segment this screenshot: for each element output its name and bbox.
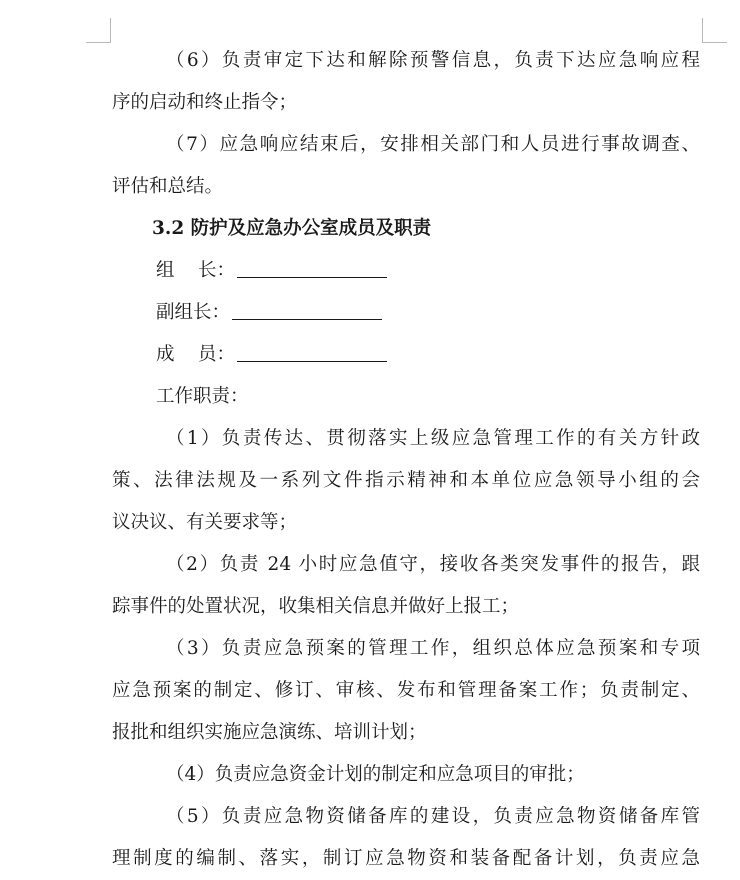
paragraph-line: 报批和组织实施应急演练、培训计划；	[112, 722, 427, 743]
paragraph-line: 理制度的编制、落实，制订应急物资和装备配备计划，负责应急	[112, 848, 700, 869]
duties-label: 工作职责：	[156, 386, 249, 407]
paragraph-line: （2）负责 24 小时应急值守，接收各类突发事件的报告，跟	[166, 554, 700, 575]
paragraph-line: 议决议、有关要求等；	[112, 512, 298, 533]
paragraph-line: 评估和总结。	[112, 176, 224, 197]
member-label: 副组长：	[156, 302, 231, 323]
paragraph-line: 序的启动和终止指令；	[112, 92, 298, 113]
paragraph-line: （1）负责传达、贯彻落实上级应急管理工作的有关方针政	[166, 428, 700, 449]
paragraph-line: （4）负责应急资金计划的制定和应急项目的审批；	[166, 764, 585, 785]
member-blank-field[interactable]	[237, 259, 387, 278]
crop-mark-top-left	[86, 18, 111, 43]
member-label: 成 员：	[156, 344, 236, 365]
section-heading: 3.2 防护及应急办公室成员及职责	[152, 218, 432, 239]
member-row	[156, 292, 382, 334]
paragraph-line: （6）负责审定下达和解除预警信息，负责下达应急响应程	[166, 50, 700, 71]
member-row	[156, 250, 387, 292]
member-blank-field[interactable]	[232, 301, 382, 320]
paragraph-line: （5）负责应急物资储备库的建设，负责应急物资储备库管	[166, 806, 700, 827]
paragraph-line: （3）负责应急预案的管理工作，组织总体应急预案和专项	[166, 638, 700, 659]
crop-mark-top-right	[702, 18, 727, 43]
paragraph-line: 策、法律法规及一系列文件指示精神和本单位应急领导小组的会	[112, 470, 700, 491]
paragraph-line: 踪事件的处置状况，收集相关信息并做好上报工；	[112, 596, 520, 617]
paragraph-line: （7）应急响应结束后，安排相关部门和人员进行事故调查、	[166, 134, 700, 155]
paragraph-line: 应急预案的制定、修订、审核、发布和管理备案工作；负责制定、	[112, 680, 700, 701]
member-label: 组 长：	[156, 260, 236, 281]
member-blank-field[interactable]	[237, 343, 387, 362]
member-row	[156, 334, 387, 376]
